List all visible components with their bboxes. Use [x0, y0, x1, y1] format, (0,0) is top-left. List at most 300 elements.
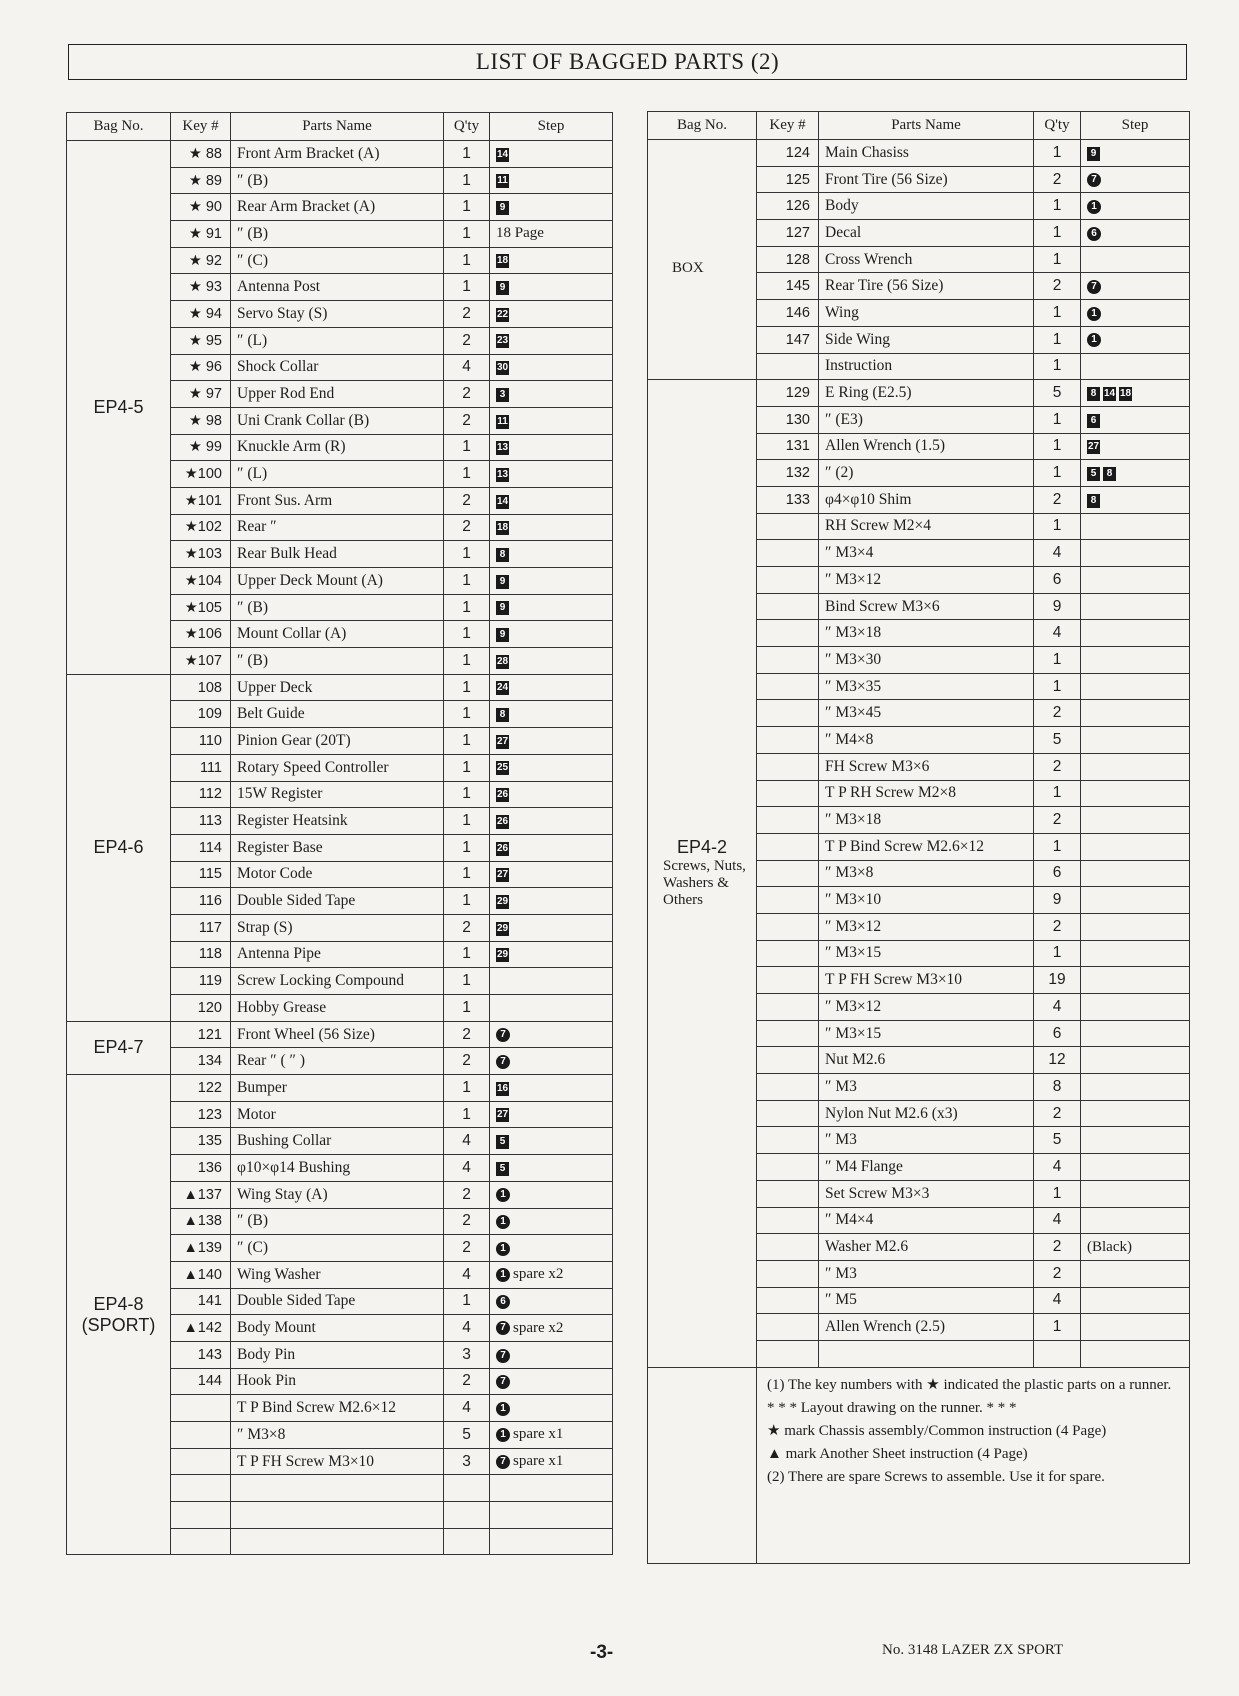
parts-name-cell: Bumper [231, 1075, 444, 1102]
parts-name-cell: Motor Code [231, 861, 444, 888]
parts-name-cell: Motor [231, 1101, 444, 1128]
step-cell [1081, 140, 1190, 167]
qty-cell: 1 [1034, 513, 1081, 540]
qty-cell: 1 [1034, 460, 1081, 487]
step-marker: 22 [496, 308, 509, 320]
step-marker: 1 [1087, 333, 1101, 347]
parts-name-cell: Rear ″ ( ″ ) [231, 1048, 444, 1075]
step-marker: 1 [496, 1188, 510, 1202]
parts-name-cell: Allen Wrench (2.5) [819, 1314, 1034, 1341]
step-cell [1081, 567, 1190, 594]
parts-name-cell: ″ (B) [231, 221, 444, 248]
bag-cell [67, 674, 171, 1021]
step-marker: 8 [1087, 387, 1100, 401]
table-header [648, 112, 1190, 140]
step-marker: 9 [496, 628, 509, 642]
step-cell [490, 514, 613, 541]
key-cell: 132 [757, 460, 819, 487]
step-cell [1081, 1180, 1190, 1207]
qty-cell: 5 [444, 1422, 490, 1449]
qty-cell: 1 [444, 701, 490, 728]
key-cell: 144 [171, 1368, 231, 1395]
key-cell: 136 [171, 1155, 231, 1182]
bag-label: EP4-7 [93, 1037, 144, 1058]
qty-cell: 1 [444, 167, 490, 194]
key-cell [757, 727, 819, 754]
key-cell: ★ 94 [171, 301, 231, 328]
step-cell [1081, 1340, 1190, 1367]
step-marker: 1 [496, 1215, 510, 1229]
table-row [67, 141, 613, 168]
key-cell: 112 [171, 781, 231, 808]
step-cell [490, 274, 613, 301]
step-cell [490, 995, 613, 1022]
step-marker: 28 [496, 655, 509, 667]
parts-name-cell: Rear Bulk Head [231, 541, 444, 568]
step-cell [1081, 967, 1190, 994]
step-marker: 25 [496, 762, 509, 774]
key-cell [757, 807, 819, 834]
step-cell [1081, 620, 1190, 647]
key-cell [757, 700, 819, 727]
step-cell [490, 354, 613, 381]
step-cell [1081, 460, 1190, 487]
qty-cell: 1 [1034, 1314, 1081, 1341]
page-number: -3- [590, 1642, 614, 1663]
parts-name-cell: ″ (B) [231, 648, 444, 675]
step-marker: 9 [496, 601, 509, 615]
parts-name-cell: Wing [819, 300, 1034, 327]
key-cell: ▲137 [171, 1181, 231, 1208]
note-line: (1) The key numbers with ★ indicated the plastic parts on a runner. [767, 1376, 1172, 1393]
key-cell: 146 [757, 300, 819, 327]
step-marker: 27 [1087, 441, 1100, 453]
key-cell: ★ 89 [171, 167, 231, 194]
qty-cell: 6 [1034, 860, 1081, 887]
qty-cell: 4 [444, 1395, 490, 1422]
step-marker: 8 [1103, 467, 1116, 481]
step-text: (Black) [1087, 1238, 1132, 1255]
key-cell: 145 [757, 273, 819, 300]
key-cell: 123 [171, 1101, 231, 1128]
key-cell: 143 [171, 1341, 231, 1368]
header-bag: Bag No. [648, 112, 757, 140]
key-cell: ★ 95 [171, 327, 231, 354]
step-cell [490, 781, 613, 808]
key-cell: ★105 [171, 594, 231, 621]
step-cell [1081, 1154, 1190, 1181]
key-cell: 121 [171, 1021, 231, 1048]
qty-cell: 2 [444, 1181, 490, 1208]
step-cell [490, 834, 613, 861]
step-cell [490, 1528, 613, 1555]
step-cell [490, 888, 613, 915]
parts-name-cell: Rear Tire (56 Size) [819, 273, 1034, 300]
qty-cell: 6 [1034, 1020, 1081, 1047]
step-marker: 29 [496, 922, 509, 934]
parts-name-cell: Shock Collar [231, 354, 444, 381]
step-text: 18 Page [496, 225, 544, 242]
key-cell: ▲139 [171, 1235, 231, 1262]
key-cell: 108 [171, 674, 231, 701]
step-cell [490, 407, 613, 434]
note-line: ★ mark Chassis assembly/Common instruction (4 Page) [767, 1422, 1107, 1439]
qty-cell: 6 [1034, 567, 1081, 594]
key-cell [757, 967, 819, 994]
bag-label: BOX [672, 260, 704, 276]
key-cell: 134 [171, 1048, 231, 1075]
key-cell: ★ 92 [171, 247, 231, 274]
parts-name-cell: Uni Crank Collar (B) [231, 407, 444, 434]
step-cell [490, 381, 613, 408]
key-cell [757, 1314, 819, 1341]
step-marker: 5 [496, 1135, 509, 1149]
qty-cell: 1 [444, 274, 490, 301]
qty-cell: 8 [1034, 1074, 1081, 1101]
parts-name-cell: Front Tire (56 Size) [819, 166, 1034, 193]
qty-cell: 2 [444, 514, 490, 541]
parts-name-cell: ″ M3×12 [819, 994, 1034, 1021]
parts-name-cell: Decal [819, 220, 1034, 247]
step-marker: 30 [496, 362, 509, 374]
step-marker: 27 [496, 1109, 509, 1121]
step-cell [1081, 700, 1190, 727]
parts-name-cell: ″ M3 [819, 1127, 1034, 1154]
parts-name-cell: Instruction [819, 353, 1034, 380]
header-name: Parts Name [231, 113, 444, 141]
key-cell [757, 994, 819, 1021]
step-marker: 8 [496, 548, 509, 562]
parts-name-cell: ″ (C) [231, 1235, 444, 1262]
step-cell [490, 728, 613, 755]
parts-name-cell: Strap (S) [231, 914, 444, 941]
step-cell [1081, 1127, 1190, 1154]
step-marker: 18 [496, 522, 509, 534]
key-cell: 110 [171, 728, 231, 755]
key-cell: ★100 [171, 461, 231, 488]
parts-name-cell: Front Sus. Arm [231, 487, 444, 514]
bag-label: EP4-6 [93, 837, 144, 858]
step-marker: 27 [496, 735, 509, 747]
qty-cell: 1 [444, 434, 490, 461]
step-cell [490, 861, 613, 888]
parts-name-cell: ″ (2) [819, 460, 1034, 487]
qty-cell: 2 [444, 407, 490, 434]
step-marker: 6 [496, 1295, 510, 1309]
qty-cell: 1 [444, 648, 490, 675]
parts-name-cell: Bind Screw M3×6 [819, 593, 1034, 620]
qty-cell: 2 [1034, 1260, 1081, 1287]
step-marker: 27 [496, 869, 509, 881]
key-cell: ★104 [171, 568, 231, 595]
qty-cell: 1 [444, 995, 490, 1022]
step-cell [1081, 1207, 1190, 1234]
qty-cell: 1 [1034, 246, 1081, 273]
step-cell [490, 594, 613, 621]
step-cell [1081, 860, 1190, 887]
qty-cell: 3 [444, 1341, 490, 1368]
parts-name-cell: Antenna Pipe [231, 941, 444, 968]
step-cell [490, 434, 613, 461]
bag-cell [67, 1021, 171, 1074]
bag-sublabel: (SPORT) [81, 1314, 156, 1335]
parts-name-cell: Upper Deck [231, 674, 444, 701]
parts-name-cell: ″ (B) [231, 167, 444, 194]
parts-name-cell [231, 1475, 444, 1502]
parts-name-cell: Nut M2.6 [819, 1047, 1034, 1074]
step-marker: 9 [1087, 147, 1100, 161]
qty-cell: 2 [444, 1048, 490, 1075]
key-cell: 119 [171, 968, 231, 995]
key-cell: 133 [757, 486, 819, 513]
parts-name-cell: Double Sided Tape [231, 888, 444, 915]
key-cell: ▲138 [171, 1208, 231, 1235]
qty-cell: 2 [1034, 807, 1081, 834]
key-cell [171, 1528, 231, 1555]
key-cell [757, 780, 819, 807]
parts-name-cell: ″ M4 Flange [819, 1154, 1034, 1181]
parts-name-cell: Washer M2.6 [819, 1234, 1034, 1261]
parts-name-cell: Front Arm Bracket (A) [231, 141, 444, 168]
step-cell [490, 914, 613, 941]
qty-cell: 4 [1034, 1207, 1081, 1234]
step-marker: 18 [496, 255, 509, 267]
parts-name-cell: ″ M3×35 [819, 673, 1034, 700]
step-cell [490, 941, 613, 968]
key-cell: 122 [171, 1075, 231, 1102]
step-cell [1081, 433, 1190, 460]
parts-name-cell: Body Mount [231, 1315, 444, 1342]
notes-cell [757, 1367, 1190, 1563]
step-cell [490, 1181, 613, 1208]
key-cell [757, 1180, 819, 1207]
qty-cell: 2 [444, 327, 490, 354]
parts-name-cell: φ4×φ10 Shim [819, 486, 1034, 513]
parts-table-right [647, 111, 1190, 1564]
parts-name-cell: ″ M3×8 [231, 1422, 444, 1449]
parts-name-cell: Double Sided Tape [231, 1288, 444, 1315]
step-marker: 13 [496, 468, 509, 480]
parts-name-cell: Bushing Collar [231, 1128, 444, 1155]
step-marker: 7 [496, 1028, 510, 1042]
key-cell: ▲140 [171, 1261, 231, 1288]
parts-name-cell: ″ M3 [819, 1260, 1034, 1287]
step-cell [1081, 1260, 1190, 1287]
spare-note: spare x2 [513, 1266, 564, 1283]
step-marker: 1 [496, 1242, 510, 1256]
step-cell [490, 301, 613, 328]
step-marker: 7 [496, 1375, 510, 1389]
step-cell [490, 701, 613, 728]
step-marker: 3 [496, 388, 509, 402]
step-cell [1081, 780, 1190, 807]
step-marker: 5 [1087, 467, 1100, 481]
header-qty: Q'ty [1034, 112, 1081, 140]
step-marker: 7 [496, 1455, 510, 1469]
header-step: Step [1081, 112, 1190, 140]
parts-name-cell: ″ M5 [819, 1287, 1034, 1314]
key-cell [757, 887, 819, 914]
parts-name-cell: E Ring (E2.5) [819, 380, 1034, 407]
qty-cell: 1 [1034, 406, 1081, 433]
key-cell: 127 [757, 220, 819, 247]
step-marker: 7 [496, 1349, 510, 1363]
key-cell: 116 [171, 888, 231, 915]
key-cell: ★102 [171, 514, 231, 541]
key-cell: 109 [171, 701, 231, 728]
step-cell [490, 541, 613, 568]
step-cell [1081, 1020, 1190, 1047]
parts-name-cell: ″ M3×12 [819, 913, 1034, 940]
parts-name-cell: Body Pin [231, 1341, 444, 1368]
step-cell [490, 1021, 613, 1048]
key-cell: 114 [171, 834, 231, 861]
step-marker: 7 [496, 1055, 510, 1069]
qty-cell: 1 [1034, 433, 1081, 460]
qty-cell: 1 [444, 674, 490, 701]
step-marker: 1 [1087, 307, 1101, 321]
step-cell [490, 1341, 613, 1368]
key-cell: ★107 [171, 648, 231, 675]
key-cell: 113 [171, 808, 231, 835]
parts-name-cell: T P Bind Screw M2.6×12 [819, 833, 1034, 860]
parts-name-cell [231, 1502, 444, 1529]
blank-cell [648, 1367, 757, 1563]
qty-cell: 1 [444, 941, 490, 968]
parts-name-cell: ″ (E3) [819, 406, 1034, 433]
parts-name-cell: ″ M4×4 [819, 1207, 1034, 1234]
step-cell [1081, 380, 1190, 407]
step-cell [490, 461, 613, 488]
step-cell [1081, 1074, 1190, 1101]
step-marker: 11 [497, 415, 508, 427]
qty-cell: 4 [1034, 540, 1081, 567]
qty-cell: 4 [444, 354, 490, 381]
qty-cell: 1 [444, 461, 490, 488]
parts-name-cell: Servo Stay (S) [231, 301, 444, 328]
key-cell: ★103 [171, 541, 231, 568]
qty-cell: 4 [1034, 1154, 1081, 1181]
parts-name-cell: T P FH Screw M3×10 [819, 967, 1034, 994]
qty-cell: 4 [444, 1155, 490, 1182]
parts-name-cell: Upper Deck Mount (A) [231, 568, 444, 595]
key-cell [171, 1475, 231, 1502]
key-cell [757, 753, 819, 780]
parts-name-cell: ″ M3 [819, 1074, 1034, 1101]
table-header [67, 113, 613, 141]
parts-name-cell: Pinion Gear (20T) [231, 728, 444, 755]
qty-cell: 2 [1034, 273, 1081, 300]
step-marker: 16 [496, 1082, 509, 1094]
parts-name-cell: Hobby Grease [231, 995, 444, 1022]
parts-name-cell: Side Wing [819, 326, 1034, 353]
parts-name-cell: ″ M3×45 [819, 700, 1034, 727]
key-cell: 128 [757, 246, 819, 273]
parts-name-cell: Mount Collar (A) [231, 621, 444, 648]
table-row [67, 1075, 613, 1102]
key-cell [757, 1287, 819, 1314]
step-cell [490, 1261, 613, 1288]
step-marker: 1 [496, 1428, 510, 1442]
parts-name-cell: φ10×φ14 Bushing [231, 1155, 444, 1182]
note-line: ▲ mark Another Sheet instruction (4 Page) [767, 1445, 1028, 1462]
key-cell: 131 [757, 433, 819, 460]
parts-name-cell: Register Heatsink [231, 808, 444, 835]
parts-name-cell: ″ M4×8 [819, 727, 1034, 754]
qty-cell: 1 [444, 247, 490, 274]
step-cell [1081, 647, 1190, 674]
parts-name-cell: Wing Stay (A) [231, 1181, 444, 1208]
qty-cell: 1 [444, 754, 490, 781]
key-cell [757, 940, 819, 967]
step-cell [1081, 727, 1190, 754]
qty-cell: 1 [444, 1288, 490, 1315]
key-cell [757, 673, 819, 700]
step-marker: 14 [1103, 387, 1116, 399]
qty-cell [444, 1502, 490, 1529]
key-cell: 117 [171, 914, 231, 941]
notes-row [648, 1367, 1190, 1563]
qty-cell: 1 [1034, 673, 1081, 700]
key-cell [757, 1260, 819, 1287]
qty-cell: 1 [1034, 833, 1081, 860]
qty-cell: 1 [1034, 140, 1081, 167]
step-cell [1081, 486, 1190, 513]
step-cell [490, 808, 613, 835]
parts-name-cell: ″ M3×12 [819, 567, 1034, 594]
key-cell [171, 1395, 231, 1422]
step-cell [490, 1101, 613, 1128]
parts-name-cell: ″ (L) [231, 461, 444, 488]
step-marker: 9 [496, 575, 509, 589]
parts-name-cell: FH Screw M3×6 [819, 753, 1034, 780]
page-title: LIST OF BAGGED PARTS (2) [68, 44, 1187, 80]
step-marker: 9 [496, 201, 509, 215]
qty-cell: 1 [444, 968, 490, 995]
parts-name-cell: ″ (C) [231, 247, 444, 274]
qty-cell: 4 [444, 1315, 490, 1342]
step-cell [1081, 246, 1190, 273]
key-cell [757, 913, 819, 940]
key-cell: 120 [171, 995, 231, 1022]
qty-cell: 2 [1034, 486, 1081, 513]
parts-name-cell: Rear Arm Bracket (A) [231, 194, 444, 221]
header-step: Step [490, 113, 613, 141]
parts-name-cell: ″ M3×18 [819, 807, 1034, 834]
step-cell [1081, 166, 1190, 193]
parts-name-cell: ″ M3×15 [819, 1020, 1034, 1047]
step-cell [1081, 1287, 1190, 1314]
bag-cell [67, 1075, 171, 1555]
step-cell [1081, 593, 1190, 620]
qty-cell: 2 [1034, 700, 1081, 727]
parts-name-cell: ″ M3×8 [819, 860, 1034, 887]
parts-name-cell: Wing Washer [231, 1261, 444, 1288]
parts-name-cell [819, 1340, 1034, 1367]
qty-cell [444, 1475, 490, 1502]
qty-cell: 1 [444, 781, 490, 808]
parts-name-cell: ″ M3×30 [819, 647, 1034, 674]
parts-name-cell: 15W Register [231, 781, 444, 808]
qty-cell: 1 [1034, 647, 1081, 674]
bag-cell [648, 380, 757, 1367]
step-marker: 26 [496, 815, 509, 827]
step-marker: 13 [496, 442, 509, 454]
qty-cell: 4 [1034, 1287, 1081, 1314]
parts-name-cell: ″ (L) [231, 327, 444, 354]
step-cell [1081, 887, 1190, 914]
parts-name-cell: T P RH Screw M2×8 [819, 780, 1034, 807]
